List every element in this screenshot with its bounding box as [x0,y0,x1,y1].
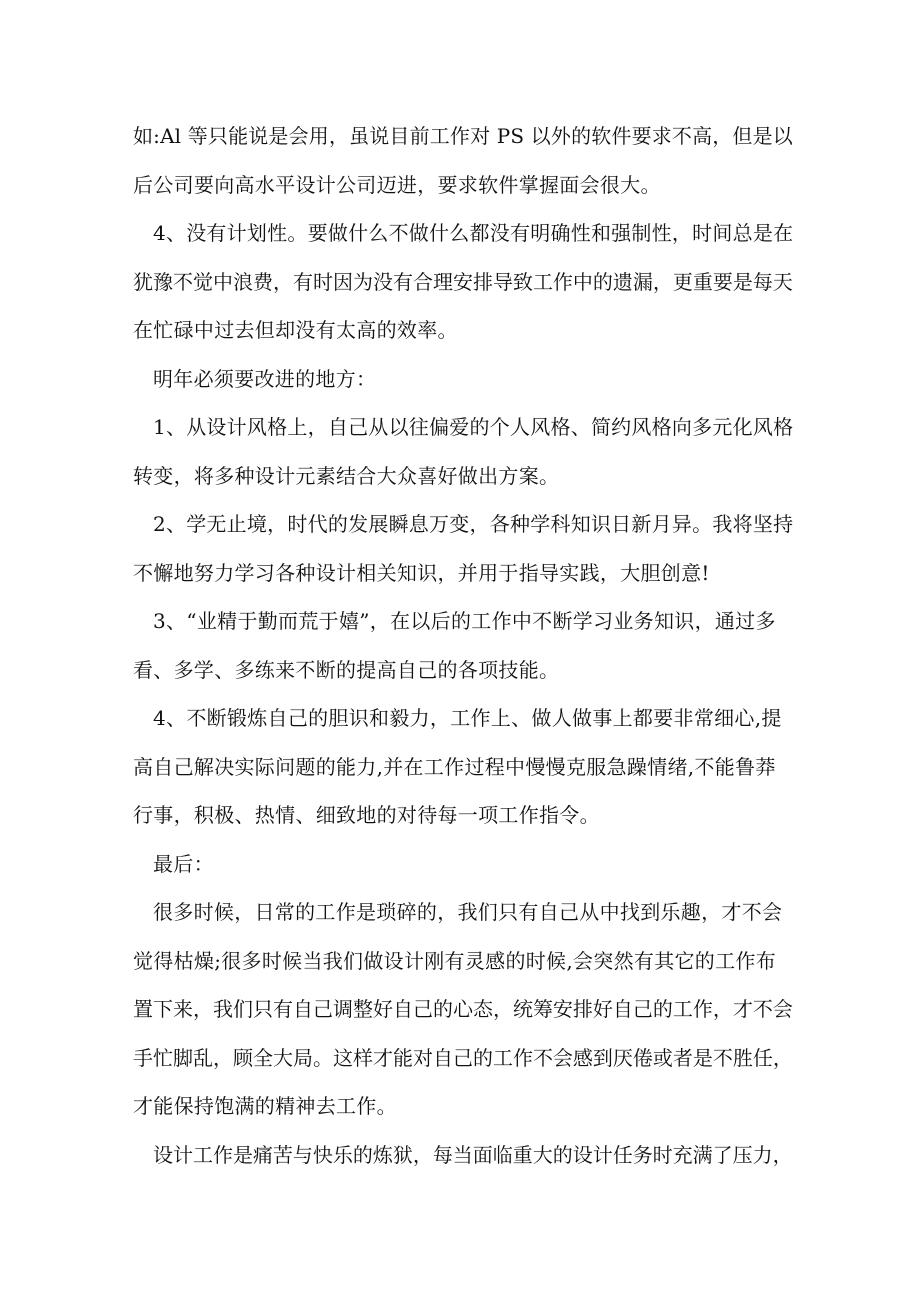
paragraph-line: 最后： [153,851,214,876]
paragraph-line: 置下来，我们只有自己调整好自己的心态，统筹安排好自己的工作，才不会 [133,997,793,1021]
paragraph [133,355,793,404]
paragraph-line: 设计工作是痛苦与快乐的炼狱，每当面临重大的设计任务时充满了压力， [153,1142,793,1167]
paragraph [133,694,793,840]
document-body [133,112,793,1179]
paragraph [133,840,793,889]
paragraph-line: 明年必须要改进的地方： [153,366,377,391]
paragraph-line: 在忙碌中过去但却没有太高的效率。 [133,318,458,342]
paragraph [133,112,793,209]
paragraph [133,500,793,597]
paragraph-line: 如:Al 等只能说是会用，虽说目前工作对 PS 以外的软件要求不高，但是以 [133,124,793,148]
paragraph [133,209,793,355]
paragraph-line: 4、不断锻炼自己的胆识和毅力，工作上、做人做事上都要非常细心,提 [153,706,782,730]
paragraph-line: 1、从设计风格上，自己从以往偏爱的个人风格、简约风格向多元化风格 [153,415,794,439]
paragraph [133,597,793,694]
paragraph [133,888,793,1131]
paragraph-line: 4、没有计划性。要做什么不做什么都没有明确性和强制性，时间总是在 [153,221,794,245]
paragraph [133,1131,793,1180]
paragraph-line: 犹豫不觉中浪费，有时因为没有合理安排导致工作中的遗漏，更重要是每天 [133,269,793,294]
paragraph-line: 转变，将多种设计元素结合大众喜好做出方案。 [133,463,560,488]
paragraph-line: 行事，积极、热情、细致地的对待每一项工作指令。 [133,803,600,827]
paragraph [133,403,793,500]
paragraph-line: 3、“业精于勤而荒于嬉”，在以后的工作中不断学习业务知识，通过多 [153,609,776,633]
paragraph-line: 不懈地努力学习各种设计相关知识，并用于指导实践，大胆创意! [133,560,710,585]
paragraph-line: 很多时候，日常的工作是琐碎的，我们只有自己从中找到乐趣，才不会 [153,900,783,924]
paragraph-line: 后公司要向高水平设计公司迈进，要求软件掌握面会很大。 [133,172,661,197]
paragraph-line: 觉得枯燥;很多时候当我们做设计刚有灵感的时候,会突然有其它的工作布 [133,948,776,973]
paragraph-line: 才能保持饱满的精神去工作。 [133,1094,397,1118]
paragraph-line: 2、学无止境，时代的发展瞬息万变，各种学科知识日新月异。我将坚持 [153,512,794,536]
paragraph-line: 看、多学、多练来不断的提高自己的各项技能。 [133,657,560,682]
paragraph-line: 高自己解决实际问题的能力,并在工作过程中慢慢克服急躁情绪,不能鲁莽 [133,754,776,779]
paragraph-line: 手忙脚乱，顾全大局。这样才能对自己的工作不会感到厌倦或者是不胜任， [133,1045,793,1070]
